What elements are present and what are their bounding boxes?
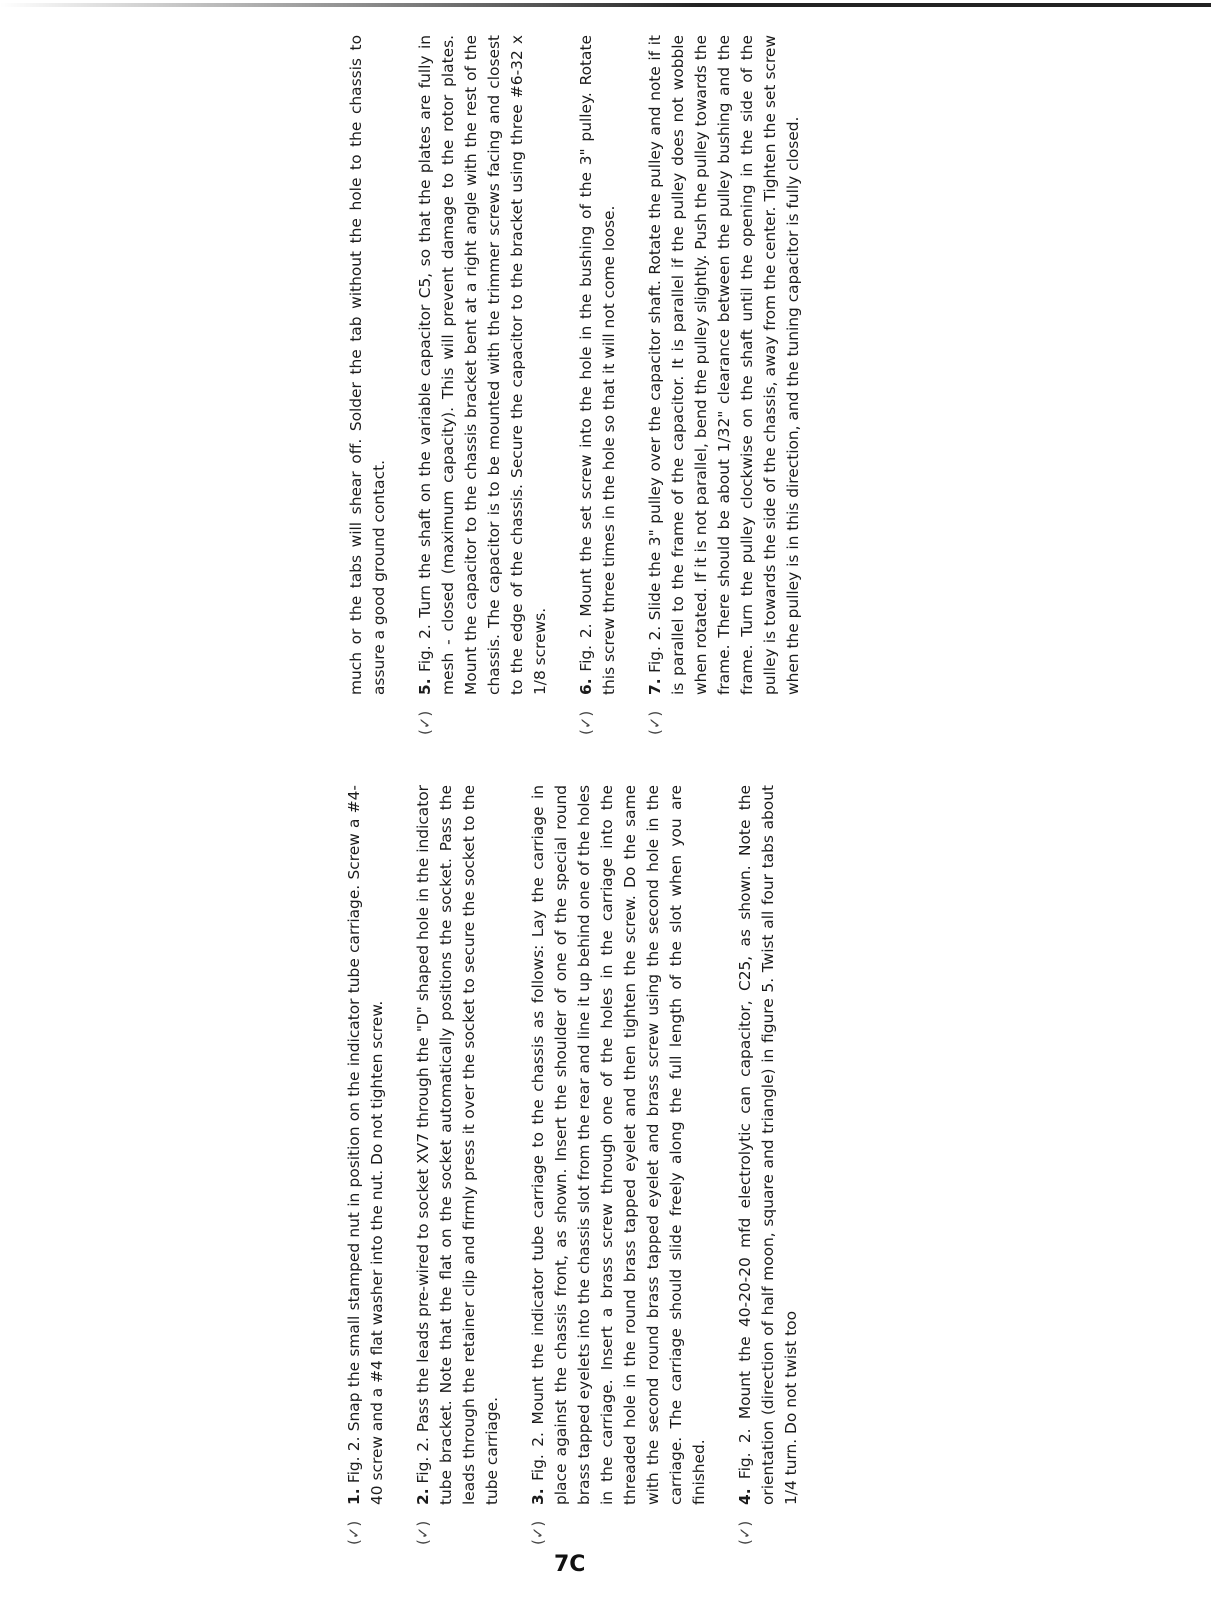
step-7-text-block <box>644 35 805 695</box>
step-6-checkbox: (✓) <box>577 710 595 735</box>
step-3-number: 3. <box>529 1488 547 1505</box>
step-6-text: Fig. 2. Mount the set screw into the hole in the bushing of the 3" pulley. Rotate this screw three times in the hole so that it will not come loose. <box>577 35 618 695</box>
top-rule-fade <box>0 3 700 7</box>
step-4 <box>734 785 803 1545</box>
step-4-text-block <box>734 785 803 1505</box>
step-4-text: Fig. 2. Mount the 40-20-20 mfd electrolytic can capacitor, C25, as shown. Note the orientation (direction of half moon, square and triangle) in figure 5. Twist all four tabs about 1/4 turn. Do not twist too <box>736 785 800 1505</box>
step-5-text: Fig. 2. Turn the shaft on the variable capacitor C5, so that the plates are fully in mesh - closed (maximum capacity). This will prevent damage to the rotor plates. Mount the capacitor to the chassis bracket bent at a right angle with the rest of the chassis. The capacitor is to be mounted with the trimmer screws facing and closest to the edge of the chassis. Secure the capacitor to the bracket using three #6-32 x 1/8 screws. <box>416 35 549 695</box>
step-2 <box>412 785 504 1545</box>
step-3-checkbox: (✓) <box>529 1520 547 1545</box>
step-2-checkbox: (✓) <box>414 1520 432 1545</box>
step-5-number: 5. <box>416 678 434 695</box>
step-6 <box>575 35 621 735</box>
step-4-checkbox: (✓) <box>736 1520 754 1545</box>
step-1-text: Fig. 2. Snap the small stamped nut in position on the indicator tube carriage. Screw a #4-40 screw and a #4 flat washer into the nut. Do not tighten screw. <box>345 785 386 1505</box>
step-4-number: 4. <box>736 1488 754 1505</box>
step-6-number: 6. <box>577 678 595 695</box>
step-3-text: Fig. 2. Mount the indicator tube carriage to the chassis as follows: Lay the carriage in place against the chassis front, as shown. Insert the shoulder of one of the special round brass tapped eyelets into the chassis slot from the rear and line it up behind one of the holes in the carriage. Insert a brass screw through one of the holes in the carriage into the threaded hole in the round brass tapped eyelet and then tighten the screw. Do the same with the second round brass tapped eyelet and brass screw using the second hole in the carriage. The carriage should slide freely along the full length of the slot when you are finished. <box>529 785 708 1505</box>
step-2-text-block <box>412 785 504 1505</box>
step-6-text-block <box>575 35 621 695</box>
continuation-text: much or the tabs will shear off. Solder the tab without the hole to the chassis to assure a good ground contact. <box>347 35 388 695</box>
left-column <box>343 785 803 1545</box>
step-4-continuation <box>345 35 391 735</box>
step-2-text: Fig. 2. Pass the leads pre-wired to socket XV7 through the "D" shaped hole in the indicator tube bracket. Note that the flat on the socket automatically positions the socket. Pass the leads through the retainer clip and firmly press it over the socket to secure the socket to the tube carriage. <box>414 785 501 1505</box>
step-7-text: Fig. 2. Slide the 3" pulley over the capacitor shaft. Rotate the pulley and note if it is parallel to the frame of the capacitor. It is parallel if the pulley does not wobble when rotated. If it is not parallel, bend the pulley slightly. Push the pulley towards the frame. There should be about 1/32" clearance between the pulley bushing and the frame. Turn the pulley clockwise on the shaft until the opening in the side of the pulley is towards the side of the chassis, away from the center. Tighten the set screw when the pulley is in this direction, and the tuning capacitor is fully closed. <box>646 35 802 695</box>
step-3-text-block <box>527 785 711 1505</box>
step-5-checkbox: (✓) <box>416 710 434 735</box>
step-1-checkbox: (✓) <box>345 1520 363 1545</box>
step-7-checkbox: (✓) <box>646 710 664 735</box>
step-1-number: 1. <box>345 1488 363 1505</box>
step-2-number: 2. <box>414 1488 432 1505</box>
page-number: 7C <box>554 1552 586 1577</box>
step-5 <box>414 35 552 735</box>
right-column <box>345 35 805 735</box>
step-3 <box>527 785 711 1545</box>
step-1-text-block <box>343 785 389 1505</box>
step-7-number: 7. <box>646 678 664 695</box>
step-5-text-block <box>414 35 552 695</box>
step-7 <box>644 35 805 735</box>
step-1 <box>343 785 389 1545</box>
